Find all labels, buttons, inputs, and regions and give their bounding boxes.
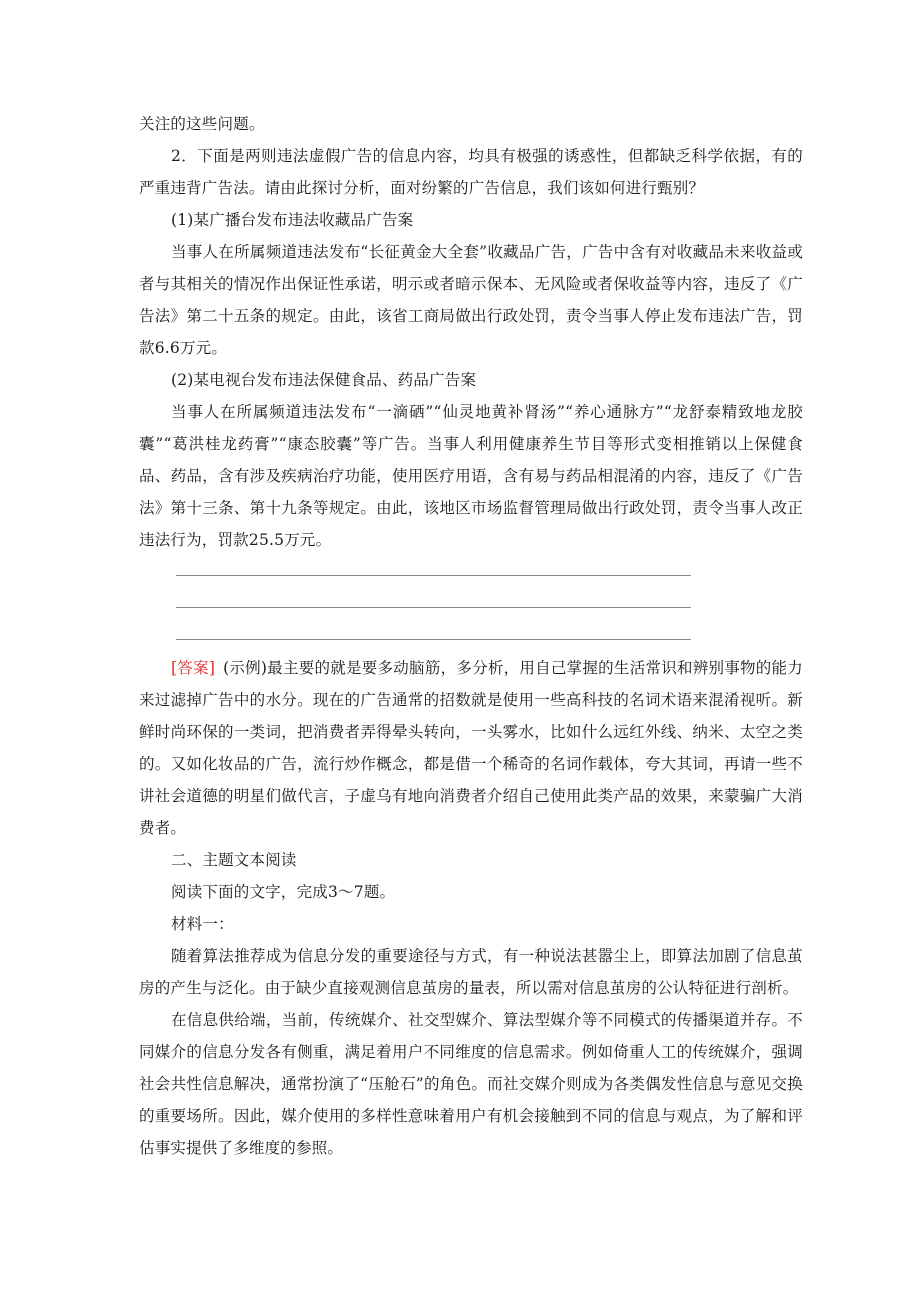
material-1-paragraph-2: 在信息供给端，当前，传统媒介、社交型媒介、算法型媒介等不同模式的传播渠道并存。不同媒介的信息分发各有侧重，满足着用户不同维度的信息需求。例如倚重人工的传统媒介，强调社会共性信息解决，通常扮演了“压舱石”的角色。而社交媒介则成为各类偶发性信息与意见交换的重要场所。因此，媒介使用的多样性意味着用户有机会接触到不同的信息与观点，为了解和评估事实提供了多维度的参照。 bbox=[139, 1011, 803, 1157]
document-page bbox=[139, 108, 803, 1164]
case-1-title: (1)某广播台发布违法收藏品广告案 bbox=[171, 211, 414, 229]
answer-paragraph bbox=[139, 652, 803, 844]
material-1-label: 材料一： bbox=[171, 915, 234, 933]
section-2-title: 二、主题文本阅读 bbox=[171, 851, 297, 869]
answer-blank-line-2 bbox=[139, 588, 803, 620]
question-2-stem: 2．下面是两则违法虚假广告的信息内容，均具有极强的诱惑性，但都缺乏科学依据，有的严重违背广告法。请由此探讨分析，面对纷繁的广告信息，我们该如何进行甄别？ bbox=[139, 147, 803, 197]
answer-blank-line-1 bbox=[139, 556, 803, 588]
material-1-paragraph-1: 随着算法推荐成为信息分发的重要途径与方式，有一种说法甚嚣尘上，即算法加剧了信息茧房的产生与泛化。由于缺少直接观测信息茧房的量表，所以需对信息茧房的公认特征进行剖析。 bbox=[139, 947, 803, 997]
case-2-title: (2)某电视台发布违法保健食品、药品广告案 bbox=[171, 371, 477, 389]
answer-tag: [答案] bbox=[171, 659, 216, 677]
case-2-body: 当事人在所属频道违法发布“一滴硒”“仙灵地黄补肾汤”“养心通脉方”“龙舒泰精致地龙胶囊”“葛洪桂龙药膏”“康态胶囊”等广告。当事人利用健康养生节目等形式变相推销以上保健食品、药品，含有涉及疾病治疗功能，使用医疗用语，含有易与药品相混淆的内容，违反了《广告法》第十三条、第十九条等规定。由此，该地区市场监督管理局做出行政处罚，责令当事人改正违法行为，罚款25.5万元。 bbox=[139, 403, 803, 549]
paragraph-continuation: 关注的这些问题。 bbox=[139, 115, 265, 133]
answer-blank-line-3 bbox=[139, 620, 803, 652]
reading-instruction: 阅读下面的文字，完成3～7题。 bbox=[171, 883, 396, 901]
case-1-body: 当事人在所属频道违法发布“长征黄金大全套”收藏品广告，广告中含有对收藏品未来收益或者与其相关的情况作出保证性承诺，明示或者暗示保本、无风险或者保收益等内容，违反了《广告法》第二十五条的规定。由此，该省工商局做出行政处罚，责令当事人停止发布违法广告，罚款6.6万元。 bbox=[139, 243, 803, 357]
answer-body: (示例)最主要的就是要多动脑筋，多分析，用自己掌握的生活常识和辨别事物的能力来过滤掉广告中的水分。现在的广告通常的招数就是使用一些高科技的名词术语来混淆视听。新鲜时尚环保的一类词，把消费者弄得晕头转向，一头雾水，比如什么远红外线、纳米、太空之类的。又如化妆品的广告，流行炒作概念，都是借一个稀奇的名词作载体，夸大其词，再请一些不讲社会道德的明星们做代言，子虚乌有地向消费者介绍自己使用此类产品的效果，来蒙骗广大消费者。 bbox=[139, 659, 803, 837]
